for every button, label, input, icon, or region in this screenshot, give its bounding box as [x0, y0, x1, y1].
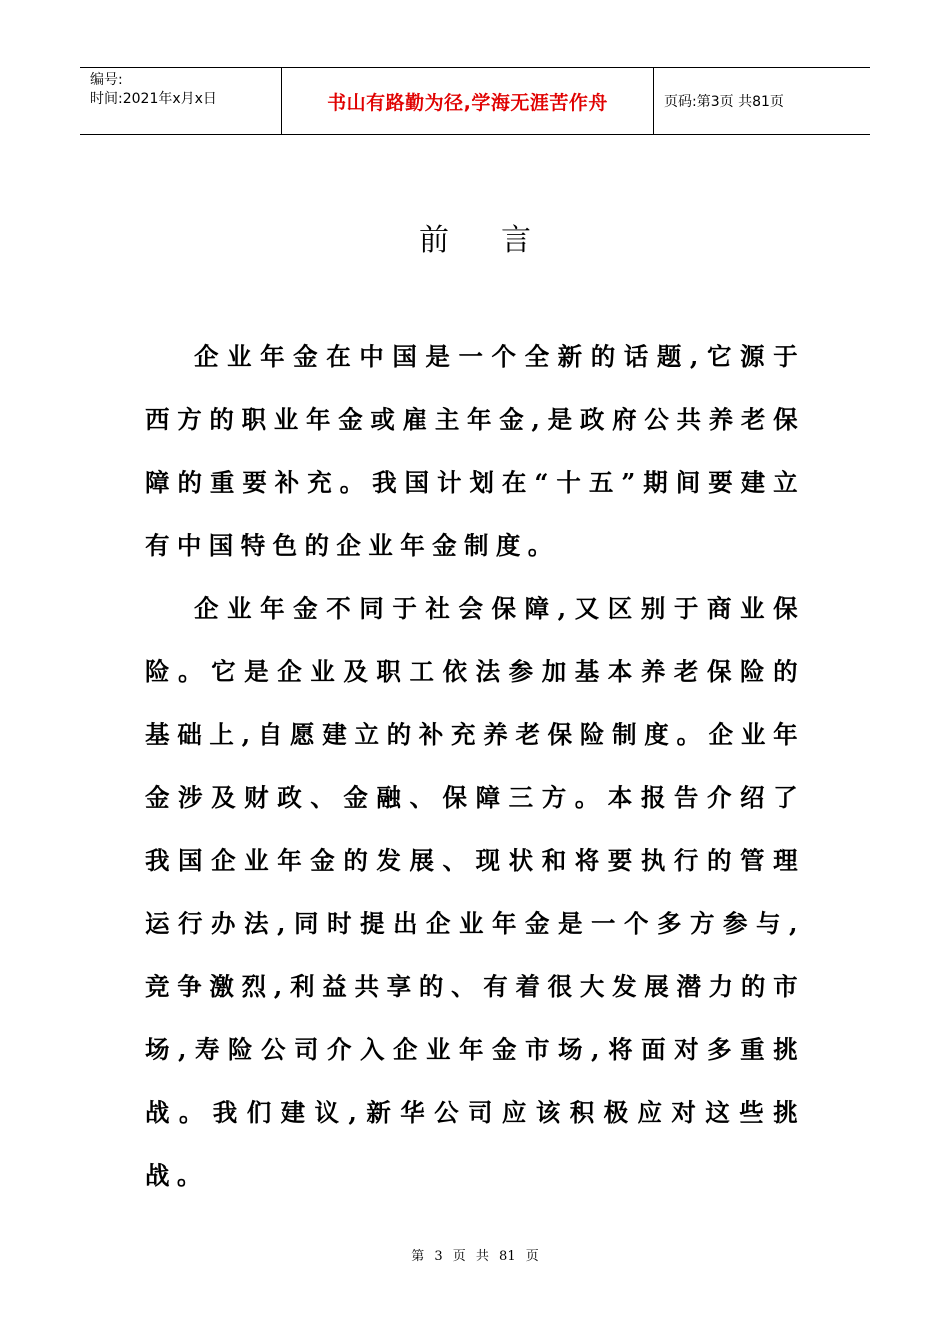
page-header [80, 67, 870, 135]
paragraph-1: 企业年金在中国是一个全新的话题,它源于西方的职业年金或雇主年金,是政府公共养老保障的重要补充。我国计划在“十五”期间要建立有中国特色的企业年金制度。 [145, 342, 805, 560]
header-motto: 书山有路勤为径,学海无涯苦作舟 [282, 68, 654, 134]
page-title: 前言 [419, 223, 583, 258]
page-footer: 第 3 页 共 81 页 [411, 1249, 539, 1264]
paragraph-2: 企业年金不同于社会保障,又区别于商业保险。它是企业及职工依法参加基本养老保险的基础上,自愿建立的补充养老保险制度。企业年金涉及财政、金融、保障三方。本报告介绍了我国企业年金的发展、现状和将要执行的管理运行办法,同时提出企业年金是一个多方参与,竞争激烈,利益共享的、有着很大发展潜力的市场,寿险公司介入企业年金市场,将面对多重挑战。我们建议,新华公司应该积极应对这些挑战。 [145, 594, 805, 1190]
header-meta [80, 68, 282, 134]
number-label: 编号: [90, 72, 123, 88]
time-label: 时间:2021年x月x日 [90, 91, 217, 107]
body-text [145, 325, 805, 1207]
header-page-info: 页码:第3页 共81页 [664, 94, 784, 110]
